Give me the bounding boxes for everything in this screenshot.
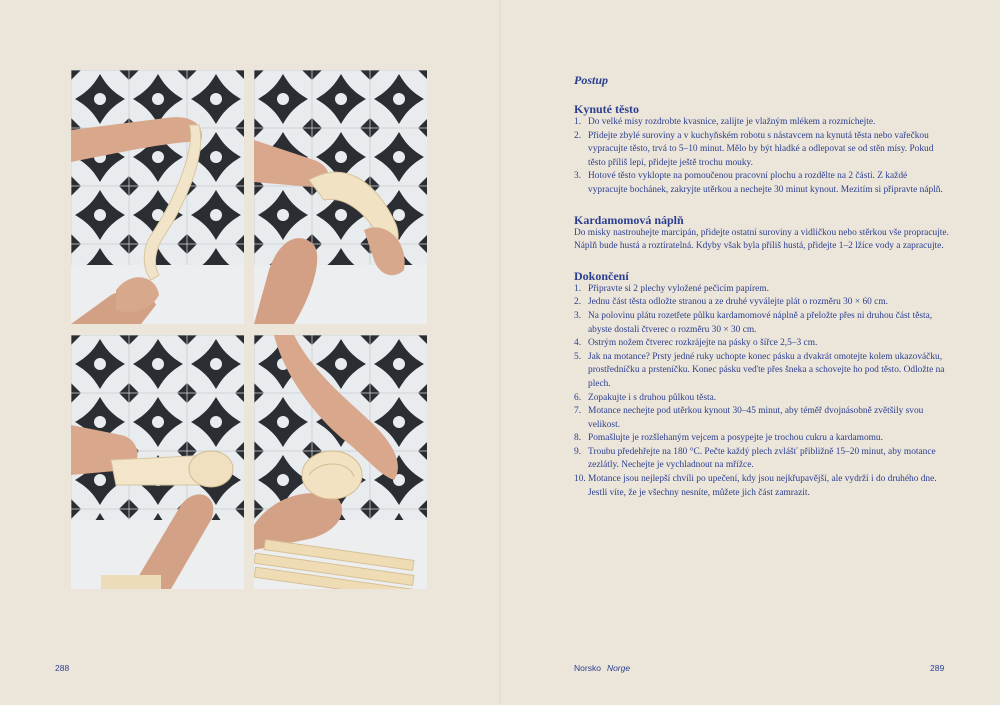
step-item: 4. Ostrým nožem čtverec rozkrájejte na pásky o šířce 2,5–3 cm. <box>574 338 818 349</box>
step-item: 1. Do velké mísy rozdrobte kvasnice, zalijte je vlažným mlékem a rozmíchejte. <box>574 117 876 127</box>
section-dough <box>574 102 949 198</box>
step-item: 8. Pomašlujte je rozšlehaným vejcem a posypejte je trochou cukru a kardamomu. <box>574 433 883 444</box>
section-finishing <box>574 269 949 501</box>
method-heading: Postup <box>574 73 609 87</box>
filling-text: Do misky nastrouhejte marcipán, přidejte ostatní suroviny a vidličkou nebo stěrkou vše propracujte. Náplň bude hustá a roztíratelná. Kdyby však byla příliš hustá, přidejte 1–2 lžíce vody a zapracujte. <box>574 227 949 252</box>
photo-winding-dough <box>71 335 244 589</box>
step-item: 2. Jednu část těsta odložte stranou a ze druhé vyválejte plát o rozměru 30 × 60 cm. <box>574 297 888 308</box>
running-head-country: Norsko <box>574 663 601 673</box>
recipe-method <box>574 73 949 515</box>
step-item: 6. Zopakujte i s druhou půlkou těsta. <box>574 392 717 403</box>
steps-list <box>574 283 949 501</box>
step-item: 9. Troubu předehřejte na 180 °C. Pečte každý plech zvlášť přibližně 15–20 minut, aby motance zezlátly. Nechejte je vychladnout na mřížce. <box>574 446 936 471</box>
running-head-country-native: Norge <box>606 663 631 673</box>
section-filling <box>574 213 949 254</box>
section-title: Dokončení <box>574 268 629 283</box>
photo-folding-dough <box>254 70 427 324</box>
photo-stretching-dough <box>71 70 244 324</box>
steps-list <box>574 116 949 198</box>
page-number-left: 288 <box>55 663 70 673</box>
running-head <box>574 663 630 673</box>
step-item: 2. Přidejte zbylé suroviny a v kuchyňském robotu s nástavcem na kynutá těsta nebo vařečkou vypracujte těsto, trvá to 5–10 minut. Mělo by být hladké a odlepovat se od stěn mísy. Pokud těsto příliš lepí, přidejte ještě trochu mouky. <box>574 130 934 168</box>
page-number-right: 289 <box>930 663 945 673</box>
step-item: 10. Motance jsou nejlepší chvíli po upečení, kdy jsou nejkřupavější, ale vydrží i do druhého dne. Jestli víte, že je všechny nesníte, můžete jich část zamrazit. <box>574 474 937 498</box>
section-title: Kardamomová náplň <box>574 212 684 227</box>
photo-finished-knot <box>254 335 427 589</box>
step-item: 7. Motance nechejte pod utěrkou kynout 30–45 minut, aby téměř dvojnásobně zvětšily svou velikost. <box>574 406 924 430</box>
section-title: Kynuté těsto <box>574 102 639 116</box>
step-item: 1. Připravte si 2 plechy vyložené pečicím papírem. <box>574 283 769 294</box>
page-gutter <box>499 0 501 705</box>
step-item: 3. Na polovinu plátu rozetřete půlku kardamomové náplně a přeložte přes ni druhou část těsta, abyste dostali čtverec o rozměru 30 × 30 cm. <box>574 310 933 335</box>
step-item: 3. Hotové těsto vyklopte na pomoučenou pracovní plochu a rozdělte na 2 části. Z každé vypracujte bochánek, zakryjte utěrkou a nechejte 30 minut kynout. Mezitím si připravte náplň. <box>574 171 943 195</box>
step-item: 5. Jak na motance? Prsty jedné ruky uchopte konec pásku a dvakrát omotejte kolem ukazováčku, prostředníčku a prsteníčku. Konec pásku veďte přes šneka a schovejte ho pod těsto. Odložte na plech. <box>574 351 945 389</box>
